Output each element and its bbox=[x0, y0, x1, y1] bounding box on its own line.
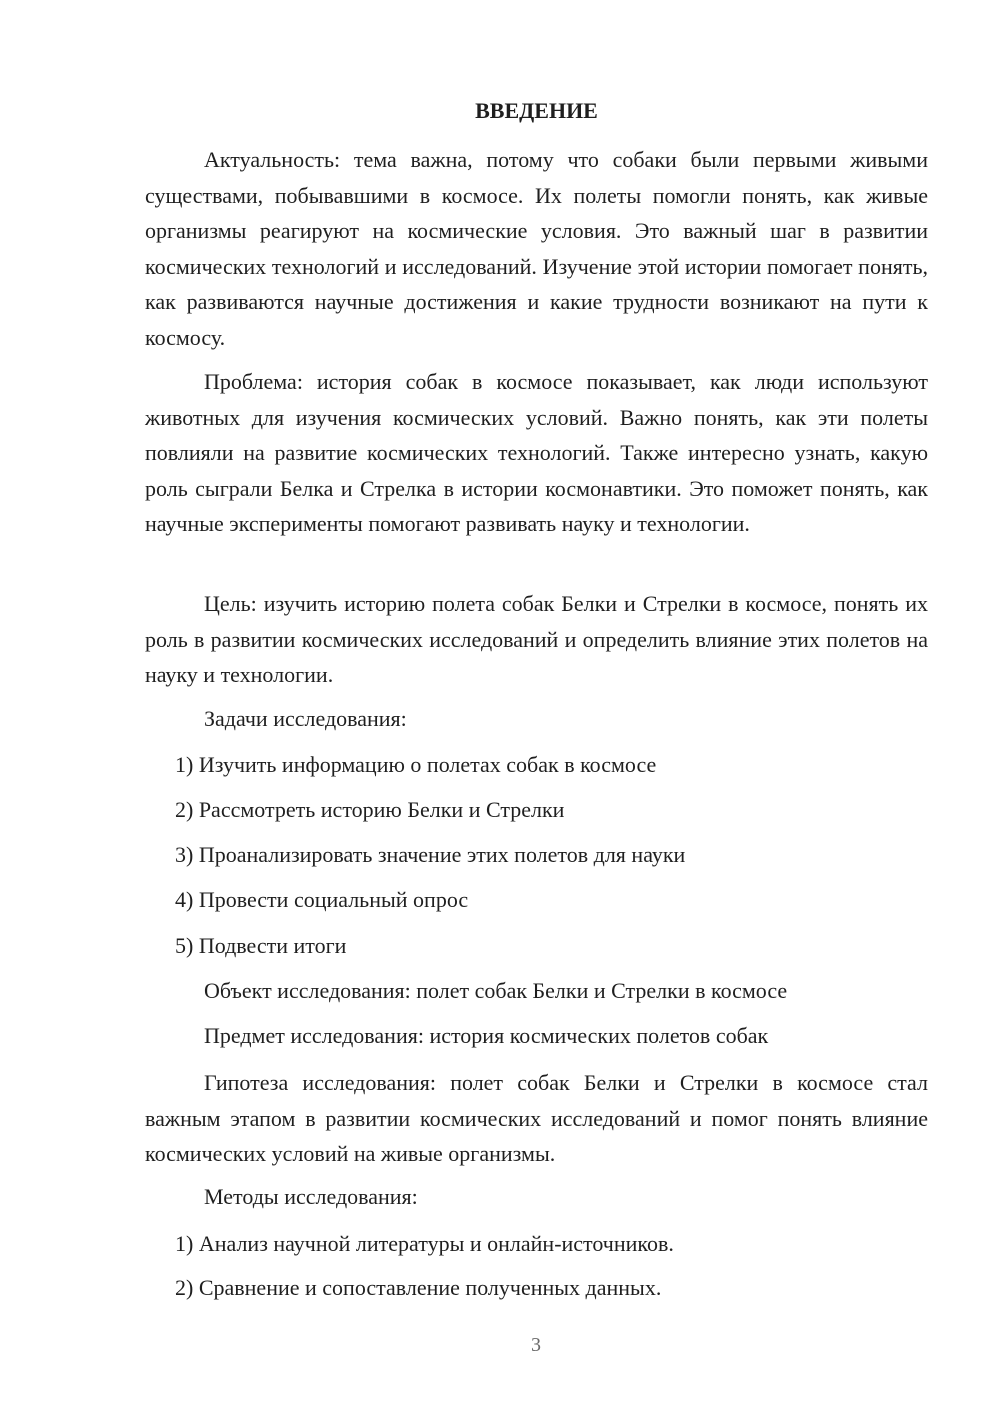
task-item: 1) Изучить информацию о полетах собак в космосе bbox=[175, 752, 657, 777]
problem-paragraph: Проблема: история собак в космосе показывает, как люди используют животных для изучения космических условий. Важно понять, как эти полеты повлияли на развитие космических технологий. Также интересно узнать, какую роль сыграли Белка и Стрелка в истории космонавтики. Это поможет понять, как научные эксперименты помогают развивать науку и технологии. bbox=[145, 369, 928, 536]
goal-paragraph: Цель: изучить историю полета собак Белки и Стрелки в космосе, понять их роль в развитии космических исследований и определить влияние этих полетов на науку и технологии. bbox=[145, 591, 928, 687]
task-item: 3) Проанализировать значение этих полетов для науки bbox=[175, 842, 686, 867]
research-object: Объект исследования: полет собак Белки и Стрелки в космосе bbox=[204, 978, 788, 1003]
method-item: 2) Сравнение и сопоставление полученных данных. bbox=[175, 1275, 662, 1300]
task-item: 4) Провести социальный опрос bbox=[175, 887, 469, 912]
section-heading: ВВЕДЕНИЕ bbox=[475, 98, 598, 123]
hypothesis-paragraph: Гипотеза исследования: полет собак Белки и Стрелки в космосе стал важным этапом в развитии космических исследований и помог понять влияние космических условий на живые организмы. bbox=[145, 1070, 928, 1166]
task-item: 2) Рассмотреть историю Белки и Стрелки bbox=[175, 797, 565, 822]
methods-heading: Методы исследования: bbox=[204, 1184, 418, 1209]
research-subject: Предмет исследования: история космических полетов собак bbox=[204, 1023, 769, 1048]
method-item: 1) Анализ научной литературы и онлайн-источников. bbox=[175, 1231, 674, 1256]
tasks-heading: Задачи исследования: bbox=[204, 706, 407, 731]
relevance-paragraph: Актуальность: тема важна, потому что собаки были первыми живыми существами, побывавшими в космосе. Их полеты помогли понять, как живые организмы реагируют на космические условия. Это важный шаг в развитии космических технологий и исследований. Изучение этой истории помогает понять, как развиваются научные достижения и какие трудности возникают на пути к космосу. bbox=[145, 147, 928, 350]
task-item: 5) Подвести итоги bbox=[175, 933, 347, 958]
page-number: 3 bbox=[531, 1334, 541, 1356]
